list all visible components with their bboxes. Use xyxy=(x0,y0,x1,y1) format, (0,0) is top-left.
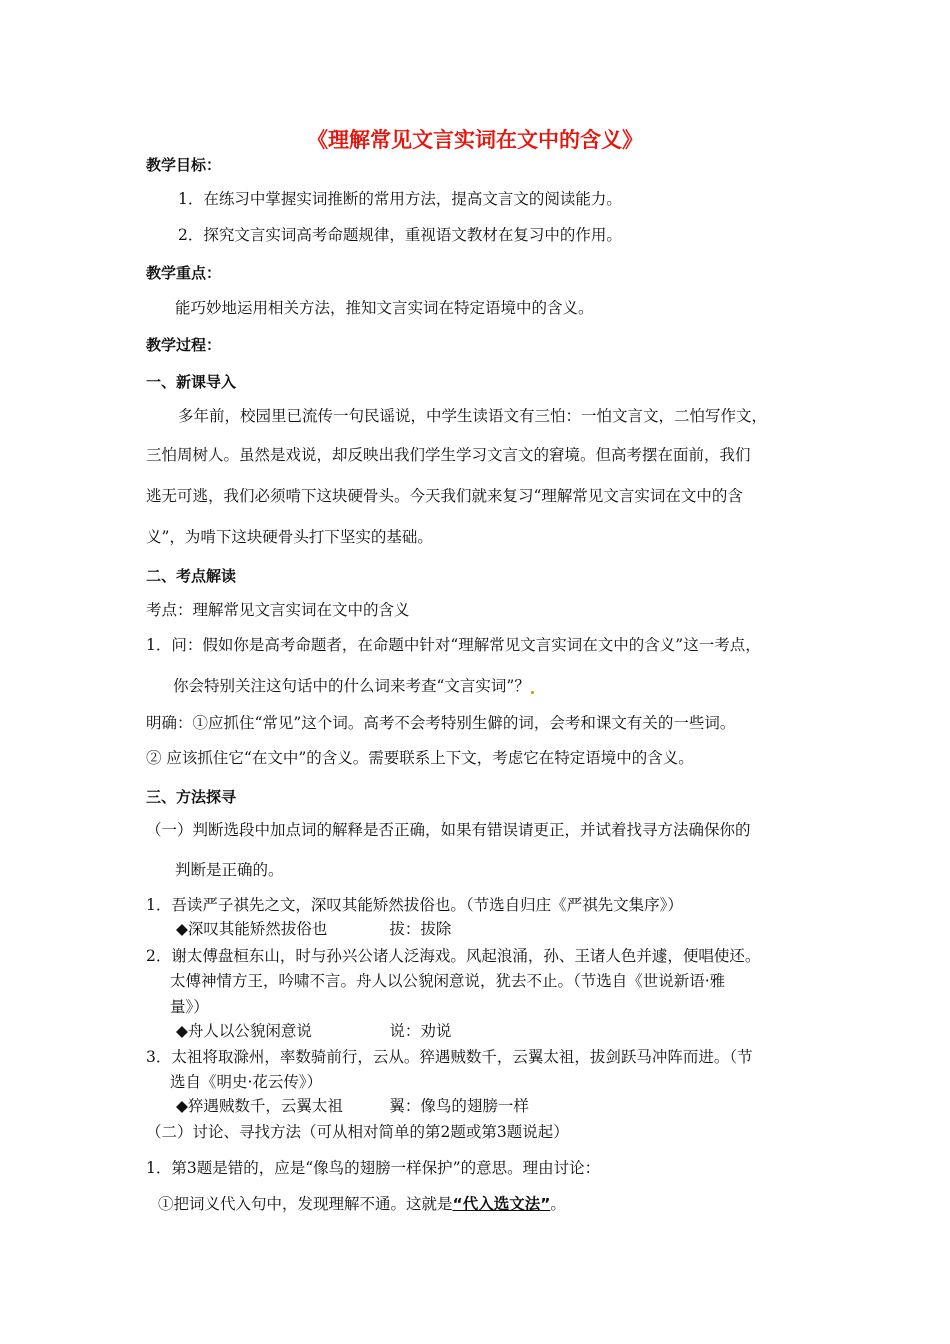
part3-heading: 三、方法探寻 xyxy=(146,788,237,806)
intro-line-4: 义”，为啃下这块硬骨头打下坚实的基础。 xyxy=(146,528,433,546)
kaodian-line: 考点：理解常见文言实词在文中的含义 xyxy=(146,601,410,619)
example-3-line-3: ◆猝遇贼数千，云翼太祖 翼：像鸟的翅膀一样 xyxy=(176,1097,529,1115)
example-2-line-2: 太傅神情方王，吟啸不言。舟人以公貌闲意说，犹去不止。（节选自《世说新语·雅 xyxy=(170,972,726,990)
method-1-line: ①把词义代入句中，发现理解不通。这就是“代入选文法”。 xyxy=(158,1195,566,1213)
intro-line-1: 多年前，校园里已流传一句民谣说，中学生读语文有三怕：一怕文言文，二怕写作文， xyxy=(178,407,768,425)
example-3-line-2: 选自《明史·花云传》） xyxy=(170,1073,323,1091)
example-2-line-1: 2．谢太傅盘桓东山，时与孙兴公诸人泛海戏。风起浪涌，孙、王诸人色并遽，便唱使还。 xyxy=(146,947,761,965)
question-1-line-2: 你会特别关注这句话中的什么词来考查“文言实词”？ xyxy=(173,675,535,697)
goal-2: 2．探究文言实词高考命题规律，重视语文教材在复习中的作用。 xyxy=(178,226,622,244)
key-heading: 教学重点： xyxy=(146,264,222,282)
method-name: “代入选文法” xyxy=(452,1195,551,1213)
part2-heading: 二、考点解读 xyxy=(146,567,237,585)
goals-heading: 教学目标： xyxy=(146,156,222,174)
sub1-line-1: （一）判断选段中加点词的解释是否正确，如果有错误请更正，并试着找寻方法确保你的 xyxy=(146,821,751,839)
example-1-line-1: 1．吾读严子祺先之文，深叹其能矫然拔俗也。（节选自归庄《严祺先文集序》） xyxy=(146,896,683,914)
sub1-line-2: 判断是正确的。 xyxy=(175,861,284,879)
page-title: 《理解常见文言实词在文中的含义》 xyxy=(307,128,643,152)
example-3-line-1: 3．太祖将取滁州，率数骑前行，云从。猝遇贼数千，云翼太祖，拔剑跃马冲阵而进。（节 xyxy=(146,1048,753,1066)
discussion-1: 1．第3题是错的，应是“像鸟的翅膀一样保护”的意思。理由讨论： xyxy=(146,1159,601,1177)
intro-line-2: 三怕周树人。虽然是戏说，却反映出我们学生学习文言文的窘境。但高考摆在面前，我们 xyxy=(146,446,751,464)
answer-point-1: 明确：①应抓住“常见”这个词。高考不会考特别生僻的词，会考和课文有关的一些词。 xyxy=(146,714,736,732)
answer-point-2: ② 应该抓住它“在文中”的含义。需要联系上下文，考虑它在特定语境中的含义。 xyxy=(146,749,694,767)
process-heading: 教学过程： xyxy=(146,336,222,354)
goal-1: 1．在练习中掌握实词推断的常用方法，提高文言文的阅读能力。 xyxy=(178,190,622,208)
intro-line-3: 逃无可逃，我们必须啃下这块硬骨头。今天我们就来复习“理解常见文言实词在文中的含 xyxy=(146,487,743,505)
example-1-line-2: ◆深叹其能矫然拔俗也 拔：拔除 xyxy=(176,920,452,938)
sub2-line: （二）讨论、寻找方法（可从相对简单的第2题或第3题说起） xyxy=(146,1123,569,1141)
key-text: 能巧妙地运用相关方法，推知文言实词在特定语境中的含义。 xyxy=(175,299,594,317)
example-2-line-4: ◆舟人以公貌闲意说 说：劝说 xyxy=(176,1022,452,1040)
part1-heading: 一、新课导入 xyxy=(146,373,237,391)
example-2-line-3: 量》） xyxy=(170,998,209,1016)
question-1-line-1: 1．问：假如你是高考命题者，在命题中针对“理解常见文言实词在文中的含义”这一考点， xyxy=(146,636,761,654)
